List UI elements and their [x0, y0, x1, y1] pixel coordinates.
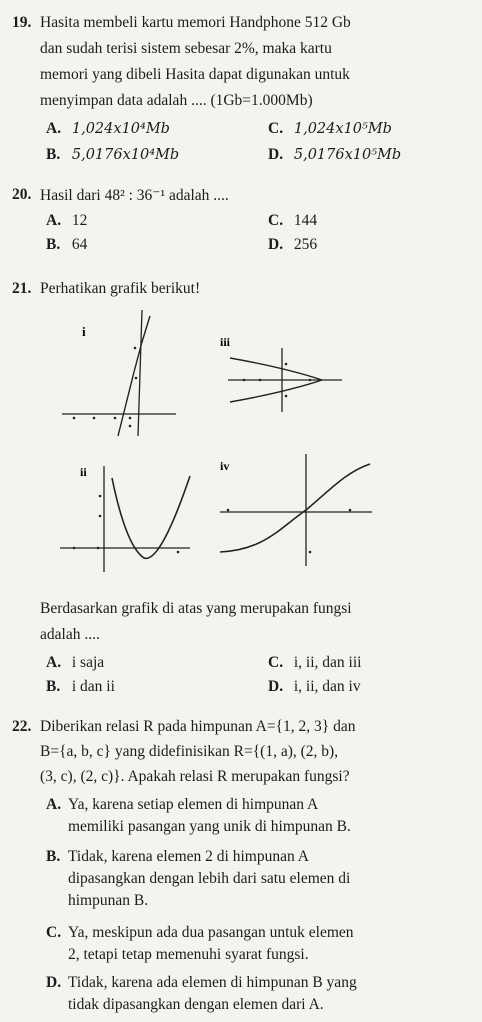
graph-iii [214, 334, 346, 414]
option-text-line: tidak dipasangkan dengan elemen dari A. [68, 996, 324, 1013]
q22-option-c[interactable] [46, 922, 354, 966]
graph-i [60, 308, 178, 438]
graph-i-curve [118, 316, 150, 436]
q22-line-2: B={a, b, c} yang didefinisikan R={(1, a), (2, b), [40, 743, 339, 760]
option-text: 256 [293, 236, 318, 253]
tick-mark [243, 379, 246, 382]
graph-iv [214, 450, 374, 568]
option-letter: D. [268, 146, 284, 163]
tick-mark [129, 425, 132, 428]
q20-option-d[interactable] [268, 236, 317, 254]
q21-text: Perhatikan grafik berikut! [40, 280, 201, 297]
q22-option-a[interactable] [46, 794, 351, 838]
q20-option-a[interactable] [46, 212, 87, 230]
option-letter: D. [268, 678, 284, 695]
option-text: i dan ii [71, 678, 115, 695]
tick-mark [227, 509, 230, 512]
tick-mark [285, 363, 288, 366]
q19-option-b[interactable] [46, 146, 179, 164]
q21-number: 21. [12, 280, 32, 297]
q21-option-b[interactable] [46, 678, 115, 696]
option-text-line: himpunan B. [68, 892, 149, 909]
q22-option-b[interactable] [46, 846, 350, 912]
option-letter: A. [46, 212, 62, 229]
tick-mark [309, 379, 312, 382]
tick-mark [129, 417, 132, 420]
q20-option-b[interactable] [46, 236, 87, 254]
q22-line-1: Diberikan relasi R pada himpunan A={1, 2, 3} dan [40, 718, 356, 735]
tick-mark [259, 379, 262, 382]
option-letter: C. [268, 120, 284, 137]
option-text: 5,0176x10⁴Mb [71, 147, 180, 163]
option-letter: A. [46, 796, 62, 813]
tick-mark [135, 377, 138, 380]
q21-option-c[interactable] [268, 654, 361, 672]
option-text: 64 [71, 236, 88, 253]
q22-option-d[interactable] [46, 972, 357, 1016]
y-axis [138, 310, 142, 436]
graph-iii-label: iii [220, 335, 231, 349]
option-text: 5,0176x10⁵Mb [293, 147, 402, 163]
q22-line-3: (3, c), (2, c)}. Apakah relasi R merupakan fungsi? [40, 768, 350, 785]
option-text-line: dipasangkan dengan lebih dari satu elemen di [68, 870, 351, 887]
option-text: 144 [293, 212, 318, 229]
graph-ii-curve [112, 476, 190, 558]
option-letter: B. [46, 236, 61, 253]
option-letter: C. [268, 212, 284, 229]
q19-option-d[interactable] [268, 146, 401, 164]
option-letter: B. [46, 146, 61, 163]
option-text-line: Ya, karena setiap elemen di himpunan A [68, 796, 319, 813]
graph-ii [58, 456, 192, 574]
tick-mark [73, 547, 76, 550]
option-text: 1,024x10⁵Mb [293, 121, 392, 137]
option-letter: C. [46, 924, 62, 941]
graph-iv-curve [220, 464, 370, 552]
q19-number: 19. [12, 14, 32, 31]
option-text: i, ii, dan iv [293, 678, 361, 695]
graph-ii-label: ii [80, 465, 87, 479]
q19-line-4: menyimpan data adalah .... (1Gb=1.000Mb) [40, 92, 313, 109]
tick-mark [134, 347, 137, 350]
tick-mark [177, 551, 180, 554]
option-letter: A. [46, 120, 62, 137]
tick-mark [114, 417, 117, 420]
option-text-line: 2, tetapi tetap memenuhi syarat fungsi. [68, 946, 309, 963]
option-text: i, ii, dan iii [293, 654, 362, 671]
q21-after-line-2: adalah .... [40, 626, 100, 643]
tick-mark [99, 515, 102, 518]
q19-line-2: dan sudah terisi sistem sebesar 2%, maka kartu [40, 40, 332, 57]
tick-mark [99, 495, 102, 498]
tick-mark [309, 551, 312, 554]
q19-line-1: Hasita membeli kartu memori Handphone 512 Gb [40, 14, 351, 31]
option-text-line: Tidak, karena elemen 2 di himpunan A [68, 848, 309, 865]
q22-number: 22. [12, 718, 32, 735]
tick-mark [97, 547, 100, 550]
tick-mark [285, 395, 288, 398]
option-text-line: Tidak, karena ada elemen di himpunan B yang [68, 974, 357, 991]
option-letter: C. [268, 654, 284, 671]
q21-option-a[interactable] [46, 654, 104, 672]
q20-option-c[interactable] [268, 212, 317, 230]
option-letter: B. [46, 848, 61, 865]
option-text-line: memiliki pasangan yang unik di himpunan B. [68, 818, 351, 835]
graph-iv-label: iv [220, 459, 230, 473]
tick-mark [93, 417, 96, 420]
option-letter: D. [268, 236, 284, 253]
option-letter: D. [46, 974, 62, 991]
q19-option-c[interactable] [268, 120, 392, 138]
tick-mark [73, 417, 76, 420]
option-letter: B. [46, 678, 61, 695]
option-text-line: Ya, meskipun ada dua pasangan untuk elemen [68, 924, 354, 941]
graph-i-label: i [82, 324, 86, 339]
option-text: 1,024x10⁴Mb [71, 121, 170, 137]
q21-option-d[interactable] [268, 678, 361, 696]
q19-option-a[interactable] [46, 120, 170, 138]
option-text: 12 [71, 212, 88, 229]
q21-after-line-1: Berdasarkan grafik di atas yang merupakan fungsi [40, 600, 352, 617]
q19-line-3: memori yang dibeli Hasita dapat digunakan untuk [40, 66, 350, 83]
option-letter: A. [46, 654, 62, 671]
tick-mark [349, 509, 352, 512]
q20-number: 20. [12, 186, 32, 203]
q20-text: Hasil dari 48² : 36⁻¹ adalah .... [40, 187, 229, 204]
option-text: i saja [71, 654, 105, 671]
